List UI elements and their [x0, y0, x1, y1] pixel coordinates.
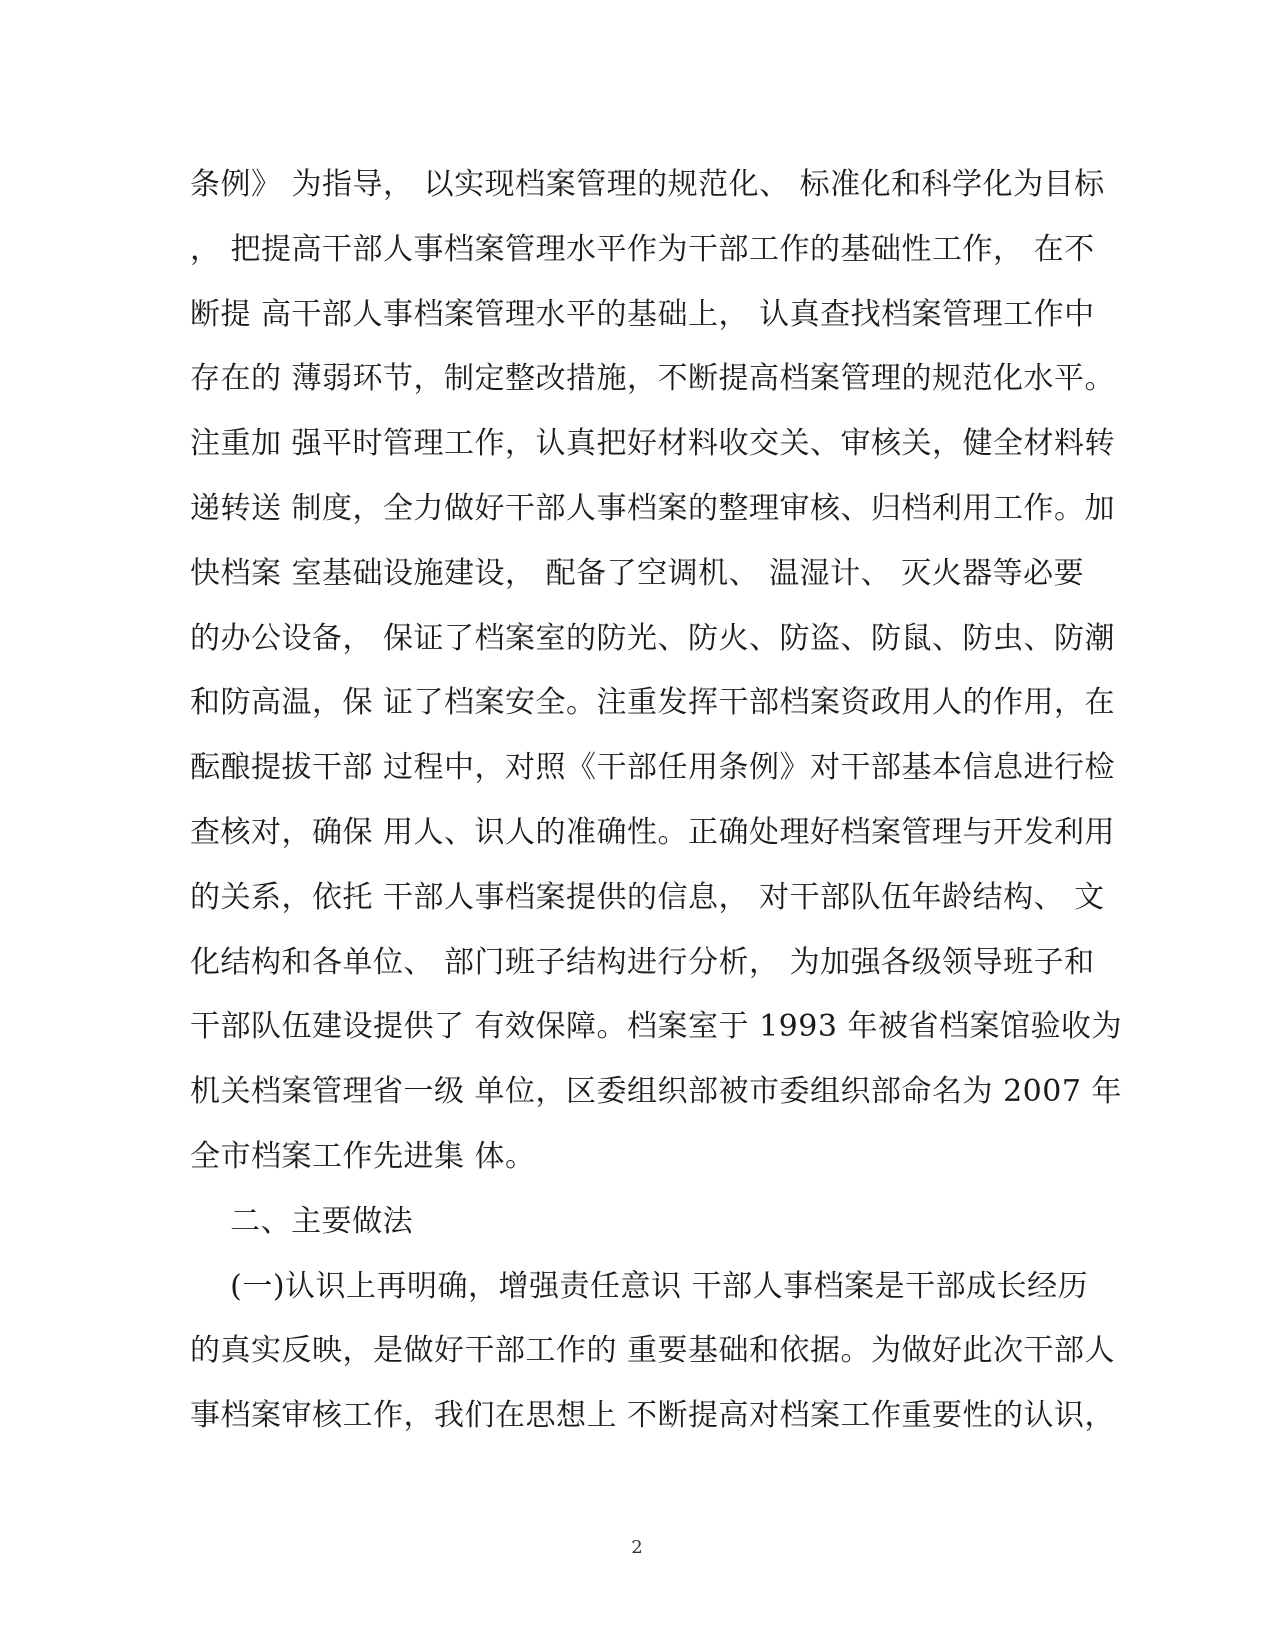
- text-line: 的办公设备， 保证了档案室的防光、防火、防盗、防鼠、防虫、防潮: [190, 620, 1116, 656]
- text-line: 递转送 制度，全力做好干部人事档案的整理审核、归档利用工作。加: [190, 490, 1116, 526]
- text-line: 快档案 室基础设施建设， 配备了空调机、 温湿计、 灭火器等必要: [190, 555, 1085, 591]
- text-line: 全市档案工作先进集 体。: [190, 1138, 536, 1174]
- text-line: 酝酿提拔干部 过程中，对照《干部任用条例》对干部基本信息进行检: [190, 750, 1116, 786]
- text-line: 断提 高干部人事档案管理水平的基础上， 认真查找档案管理工作中: [190, 296, 1095, 332]
- text-line: (一)认识上再明确，增强责任意识 干部人事档案是干部成长经历: [190, 1268, 1089, 1304]
- text-line: 的关系，依托 干部人事档案提供的信息， 对干部队伍年龄结构、 文: [190, 879, 1105, 915]
- text-line: ， 把提高干部人事档案管理水平作为干部工作的基础性工作， 在不: [190, 231, 1095, 267]
- text-line: 条例》 为指导， 以实现档案管理的规范化、 标准化和科学化为目标: [190, 167, 1105, 202]
- text-line: 事档案审核工作，我们在思想上 不断提高对档案工作重要性的认识，: [190, 1398, 1116, 1434]
- body-text: [190, 153, 1122, 1449]
- text-line: 化结构和各单位、 部门班子结构进行分析， 为加强各级领导班子和: [190, 944, 1095, 980]
- text-line: 查核对，确保 用人、识人的准确性。正确处理好档案管理与开发利用: [190, 814, 1116, 850]
- page-number: 2: [631, 1537, 643, 1558]
- text-line: 干部队伍建设提供了 有效保障。档案室于 1993 年被省档案馆验收为: [190, 1009, 1122, 1045]
- text-line: 注重加 强平时管理工作，认真把好材料收交关、审核关，健全材料转: [190, 426, 1116, 462]
- text-line: 存在的 薄弱环节，制定整改措施，不断提高档案管理的规范化水平。: [190, 361, 1116, 397]
- text-line: 和防高温，保 证了档案安全。注重发挥干部档案资政用人的作用，在: [190, 685, 1116, 721]
- section-heading: 二、主要做法: [190, 1203, 414, 1239]
- text-line: 机关档案管理省一级 单位，区委组织部被市委组织部命名为 2007 年: [190, 1074, 1122, 1110]
- text-line: 的真实反映，是做好干部工作的 重要基础和依据。为做好此次干部人: [190, 1333, 1116, 1369]
